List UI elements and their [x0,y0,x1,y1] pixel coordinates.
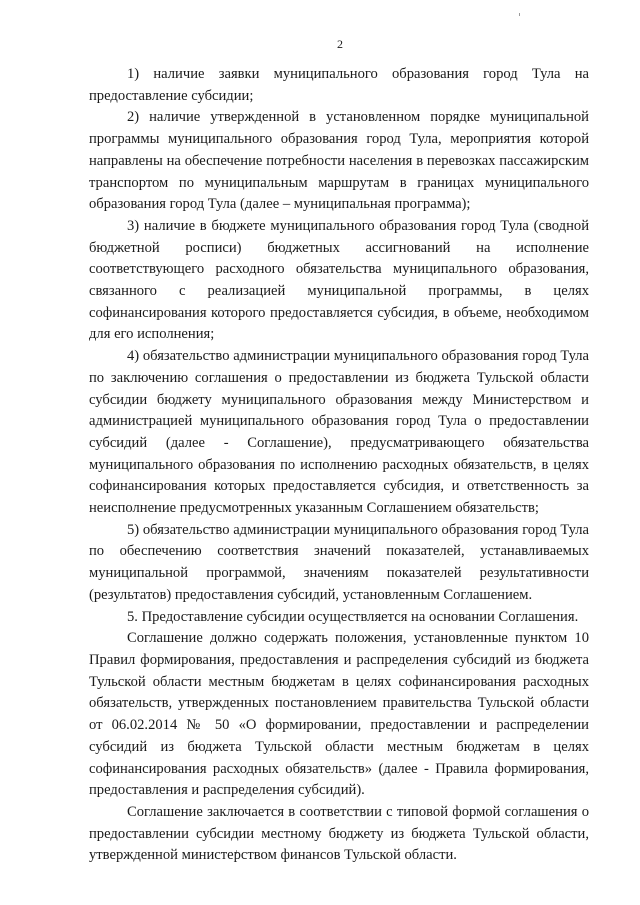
paragraph-condition-3: 3) наличие в бюджете муниципального образования город Тула (сводной бюджетной росписи) бюджетных ассигнований на исполнение соответствующего расходного обязательства муниципального образования, связанного с реализацией муниципальной программы, в целях софинансирования которого предоставляется субсидия, в объеме, необходимом для его исполнения; [89,217,589,343]
document-body [89,64,589,867]
paragraph-condition-5: 5) обязательство администрации муниципального образования город Тула по обеспечению соответствия значений показателей, устанавливаемых муниципальной программой, значениям показателей результативности (результатов) предоставления субсидий, установленным Соглашением. [89,521,589,603]
paragraph-condition-1: 1) наличие заявки муниципального образования город Тула на предоставление субсидии; [89,66,589,104]
scan-mark [519,13,520,16]
paragraph-agreement-form: Соглашение заключается в соответствии с типовой формой соглашения о предоставлении субсидии местному бюджету из бюджета Тульской области, утвержденной министерством финансов Тульской области. [89,803,589,864]
paragraph-clause-5: 5. Предоставление субсидии осуществляется на основании Соглашения. [127,608,579,625]
paragraph-agreement-content: Соглашение должно содержать положения, установленные пунктом 10 Правил формирования, предоставления и распределения субсидий из бюджета Тульской области местным бюджетам в целях софинансирования расходных обязательств, утвержденных постановлением правительства Тульской области от 06.02.2014 № 50 «О формировании, предоставлении и распределении субсидий из бюджета Тульской области местным бюджетам в целях софинансирования расходных обязательств» (далее - Правила формирования, предоставления и распределения субсидий). [89,630,589,799]
paragraph-condition-2: 2) наличие утвержденной в установленном порядке муниципальной программы муниципального образования город Тула, мероприятия которой направлены на обеспечение потребности населения в перевозках пассажирским транспортом по муниципальным маршрутам в границах муниципального образования город Тула (далее – муниципальная программа); [89,109,589,213]
paragraph-condition-4: 4) обязательство администрации муниципального образования город Тула по заключению соглашения о предоставлении из бюджета Тульской области субсидии бюджету муниципального образования между Министерством и администрацией муниципального образования город Тула о предоставлении субсидий (далее - Соглашение), предусматривающего обязательства муниципального образования по исполнению расходных обязательств, в целях софинансирования которых предоставляется субсидия, и ответственность за неисполнение предусмотренных указанным Соглашением обязательств; [89,348,589,517]
page-number: 2 [337,37,343,51]
